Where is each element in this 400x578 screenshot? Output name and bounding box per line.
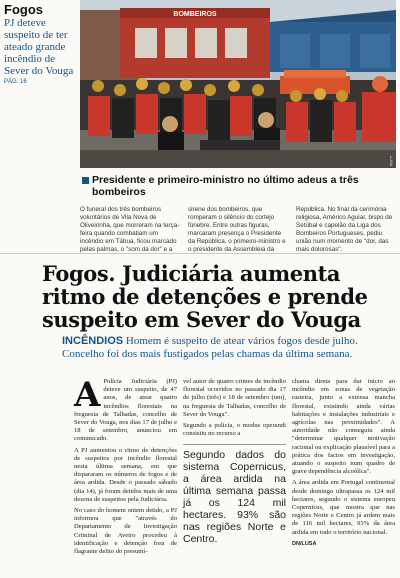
photo-credit: LUSA bbox=[389, 155, 394, 166]
funeral-photo bbox=[80, 0, 396, 168]
article-credit: DN/LUSA bbox=[292, 540, 317, 547]
pull-quote: Segundo dados do sistema Copernicus, a área ardida na última semana passa já os 124 mil hectares. 93% são nas regiões Norte e Centro. bbox=[183, 444, 286, 545]
body-paragraph: vel autor de quatro crimes de incêndio florestal ocorridos no passado dia 17 de julho (três) e 18 de setembro (um), na freguesia de Talhadas, concelho de Sever do Vouga". bbox=[183, 378, 286, 418]
drop-cap: A bbox=[74, 375, 101, 415]
body-paragraph: A PJ aumentou o ritmo de detenções de suspeitos por incêndio florestal nesta última semana, em que dispararam os números de fogos e de área ardida. Desde o passado sábado (dia 14), já foram detidos mais de uma dezena de suspeitos pela Judiciária. bbox=[74, 446, 177, 503]
body-paragraph: Polícia Judiciária (PJ) deteve um suspeito, de 47 anos, de atear quatro incêndios florestais na freguesia de Talhadas, concelho de Sever do Vouga, nos dias 17 de julho e 18 de setembro, anunciou em comunicado. bbox=[74, 378, 177, 443]
lede-tag: INCÊNDIOS bbox=[62, 335, 124, 347]
section-divider bbox=[0, 253, 400, 254]
lede-text: Homem é suspeito de atear vários fogos desde julho. Concelho foi dos mais fustigados pelas chamas da última semana. bbox=[62, 335, 358, 360]
caption-columns bbox=[80, 206, 396, 254]
body-column-2 bbox=[183, 378, 286, 574]
body-paragraph: No caso do homem ontem detido, a PJ informou que "através do Departamento de Investigação Criminal de Aveiro procedeu à identificação e detenção fora de flagrante delito do presumí- bbox=[74, 507, 177, 556]
caption-col-3: República. No final da cerimónia religiosa, Américo Aguiar, bispo de Setúbal e capelão da Liga dos Bombeiros Portugueses, pediu união num momento de "dor, das mais dolorosas". bbox=[296, 206, 393, 253]
teaser-page-ref: PÁG. 16 bbox=[4, 79, 27, 85]
body-paragraph: A área ardida em Portugal continental desde domingo ultrapassa os 124 mil hectares, segundo o sistema europeu Copernicus, que mostra que nas regiões Norte e Centro já ardem mais de 116 mil hectares, 93% da área ardida em todo o território nacional. bbox=[292, 479, 395, 536]
body-column-1 bbox=[74, 375, 177, 574]
article-headline: Fogos. Judiciária aumenta ritmo de detenções e prende suspeito em Sever do Vouga bbox=[42, 261, 368, 332]
body-column-3 bbox=[292, 378, 395, 574]
caption-col-2: sirene dos bombeiros, que romperam o silêncio do cortejo fúnebre. Entre outras figuras, marcaram presença o Presidente da República, o primeiro-ministro e o presidente da Assembleia da bbox=[188, 206, 286, 253]
teaser bbox=[4, 2, 78, 85]
body-paragraph: Segundo a polícia, o modus operandi consistiu no recurso a bbox=[183, 422, 286, 438]
body-paragraph: chama direta para dar início ao incêndio em zonas de vegetação rasteira, junto a extensa mancha florestal, existindo ainda várias habitações e instalações industriais e agrícolas nas proximidades". A autoridade não conseguiu ainda "determinar qualquer motivação racional ou explicação plausível para a prática dos factos em investigação, atuando o suspeito num quadro de grave dependência alcoólica". bbox=[292, 378, 395, 476]
article-body bbox=[74, 375, 396, 574]
caption-col-1: O funeral dos três bombeiros voluntários de Vila Nova de Oliveirinha, que morreram na terça-feira quando combatiam um incêndio em Tábua, ficou marcado pelas palmas, o "som da dor" e a bbox=[80, 206, 180, 253]
photo-caption bbox=[80, 174, 396, 254]
caption-headline: Presidente e primeiro-ministro no último adeus a três bombeiros bbox=[80, 174, 396, 198]
teaser-kicker: Fogos bbox=[4, 2, 43, 17]
teaser-text: PJ deteve suspeito de ter ateado grande incêndio de Sever do Vouga bbox=[4, 17, 74, 77]
photo-sign: BOMBEIROS bbox=[173, 11, 217, 18]
article-lede bbox=[62, 335, 396, 360]
